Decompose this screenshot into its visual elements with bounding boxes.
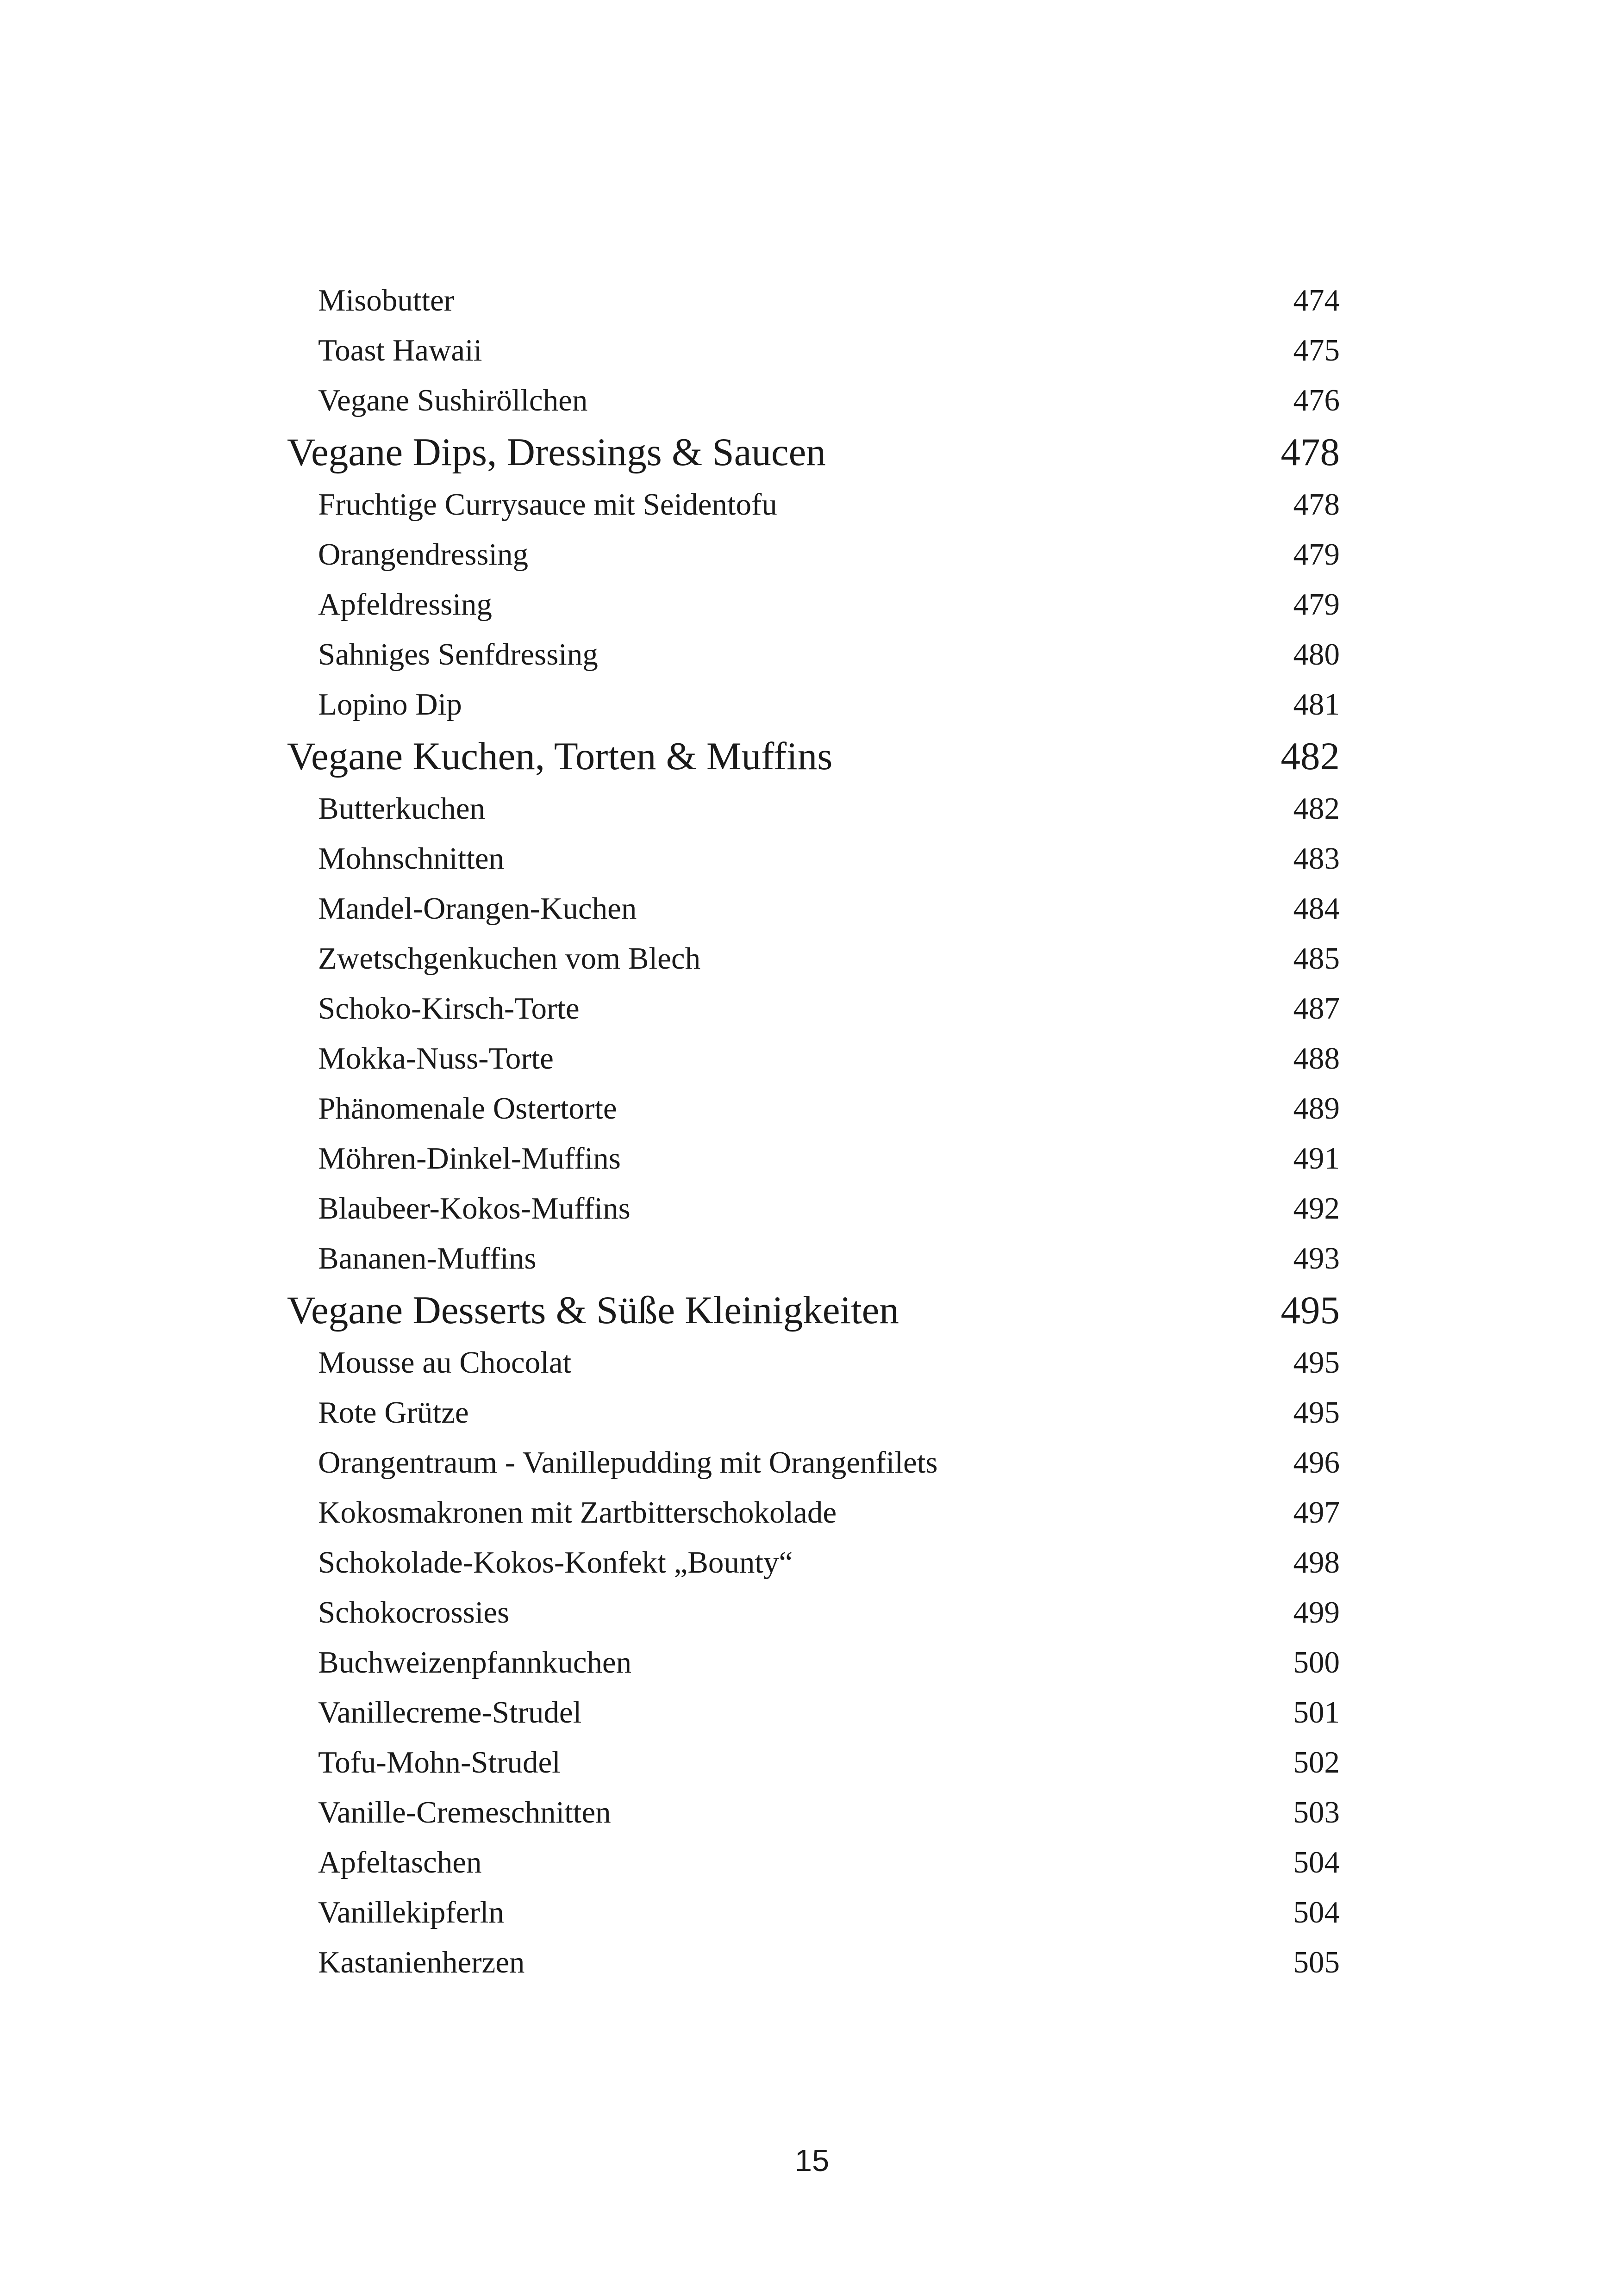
page-ref: 475 xyxy=(1293,333,1340,367)
page-ref: 495 xyxy=(1293,1395,1340,1430)
page-ref: 478 xyxy=(1280,430,1340,474)
page-ref: 488 xyxy=(1293,1041,1340,1076)
toc-section-heading xyxy=(287,729,1340,784)
entry-title: Vanille-Cremeschnitten xyxy=(318,1795,611,1829)
section-title: Vegane Dips, Dressings & Saucen xyxy=(287,430,826,474)
page-ref: 478 xyxy=(1293,487,1340,522)
page-ref: 496 xyxy=(1293,1445,1340,1480)
entry-title: Tofu-Mohn-Strudel xyxy=(318,1745,561,1780)
entry-title: Vegane Sushiröllchen xyxy=(318,383,588,417)
entry-title: Lopino Dip xyxy=(318,687,462,722)
page-ref: 485 xyxy=(1293,941,1340,976)
toc-entry xyxy=(287,1837,1340,1887)
entry-title: Kokosmakronen mit Zartbitterschokolade xyxy=(318,1495,837,1530)
page-ref: 482 xyxy=(1280,734,1340,778)
entry-title: Fruchtige Currysauce mit Seidentofu xyxy=(318,487,777,522)
toc-entry xyxy=(287,1183,1340,1233)
entry-title: Schokocrossies xyxy=(318,1595,510,1630)
toc-entry xyxy=(287,579,1340,629)
page-ref: 476 xyxy=(1293,383,1340,417)
entry-title: Orangendressing xyxy=(318,537,528,572)
toc-entry xyxy=(287,983,1340,1033)
page-ref: 495 xyxy=(1280,1288,1340,1332)
toc-entry xyxy=(287,679,1340,729)
page-ref: 480 xyxy=(1293,637,1340,672)
page-ref: 501 xyxy=(1293,1695,1340,1730)
entry-title: Vanillekipferln xyxy=(318,1895,504,1929)
toc-entry xyxy=(287,1737,1340,1787)
table-of-contents xyxy=(287,275,1340,1987)
entry-title: Möhren-Dinkel-Muffins xyxy=(318,1141,621,1176)
entry-title: Vanillecreme-Strudel xyxy=(318,1695,582,1730)
entry-title: Misobutter xyxy=(318,283,455,317)
entry-title: Orangentraum - Vanillepudding mit Orangenfilets xyxy=(318,1445,938,1480)
entry-title: Buchweizenpfannkuchen xyxy=(318,1645,632,1680)
toc-entry xyxy=(287,1937,1340,1987)
entry-title: Mohnschnitten xyxy=(318,841,504,876)
page-ref: 498 xyxy=(1293,1545,1340,1580)
page-ref: 504 xyxy=(1293,1895,1340,1929)
page-ref: 482 xyxy=(1293,791,1340,826)
entry-title: Schoko-Kirsch-Torte xyxy=(318,991,580,1026)
toc-entry xyxy=(287,1887,1340,1937)
toc-entry xyxy=(287,629,1340,679)
entry-title: Mousse au Chocolat xyxy=(318,1345,572,1380)
toc-entry xyxy=(287,1388,1340,1437)
entry-title: Mandel-Orangen-Kuchen xyxy=(318,891,637,926)
toc-entry xyxy=(287,529,1340,579)
page-ref: 502 xyxy=(1293,1745,1340,1780)
page-ref: 489 xyxy=(1293,1091,1340,1126)
toc-entry xyxy=(287,1033,1340,1083)
toc-entry xyxy=(287,1787,1340,1837)
entry-title: Zwetschgenkuchen vom Blech xyxy=(318,941,701,976)
page-ref: 483 xyxy=(1293,841,1340,876)
entry-title: Bananen-Muffins xyxy=(318,1241,537,1276)
section-title: Vegane Kuchen, Torten & Muffins xyxy=(287,734,833,778)
toc-entry xyxy=(287,1437,1340,1487)
page-ref: 484 xyxy=(1293,891,1340,926)
toc-entry xyxy=(287,933,1340,983)
toc-entry xyxy=(287,479,1340,529)
entry-title: Mokka-Nuss-Torte xyxy=(318,1041,554,1076)
entry-title: Butterkuchen xyxy=(318,791,485,826)
toc-entry xyxy=(287,884,1340,933)
page-ref: 497 xyxy=(1293,1495,1340,1530)
section-title: Vegane Desserts & Süße Kleinigkeiten xyxy=(287,1288,899,1332)
page-ref: 492 xyxy=(1293,1191,1340,1226)
page-ref: 500 xyxy=(1293,1645,1340,1680)
page-number: 15 xyxy=(794,2143,830,2178)
page-ref: 481 xyxy=(1293,687,1340,722)
entry-title: Schokolade-Kokos-Konfekt „Bounty“ xyxy=(318,1545,793,1580)
page-ref: 505 xyxy=(1293,1945,1340,1979)
toc-entry xyxy=(287,1338,1340,1388)
entry-title: Kastanienherzen xyxy=(318,1945,525,1979)
toc-entry xyxy=(287,834,1340,884)
toc-entry xyxy=(287,1687,1340,1737)
toc-entry xyxy=(287,784,1340,834)
page-ref: 493 xyxy=(1293,1241,1340,1276)
toc-section-heading xyxy=(287,1283,1340,1338)
entry-title: Apfeltaschen xyxy=(318,1845,482,1879)
toc-entry xyxy=(287,375,1340,425)
page-ref: 491 xyxy=(1293,1141,1340,1176)
toc-entry xyxy=(287,1537,1340,1587)
toc-entry xyxy=(287,1083,1340,1133)
page-ref: 504 xyxy=(1293,1845,1340,1879)
entry-title: Toast Hawaii xyxy=(318,333,482,367)
toc-entry xyxy=(287,275,1340,325)
toc-entry xyxy=(287,1637,1340,1687)
page-ref: 479 xyxy=(1293,537,1340,572)
entry-title: Apfeldressing xyxy=(318,587,492,622)
page-ref: 495 xyxy=(1293,1345,1340,1380)
page-ref: 503 xyxy=(1293,1795,1340,1829)
page-ref: 479 xyxy=(1293,587,1340,622)
toc-entry xyxy=(287,1587,1340,1637)
entry-title: Rote Grütze xyxy=(318,1395,469,1430)
entry-title: Blaubeer-Kokos-Muffins xyxy=(318,1191,631,1226)
page-ref: 499 xyxy=(1293,1595,1340,1630)
page-ref: 474 xyxy=(1293,283,1340,317)
entry-title: Sahniges Senfdressing xyxy=(318,637,598,672)
toc-entry xyxy=(287,1487,1340,1537)
page-ref: 487 xyxy=(1293,991,1340,1026)
entry-title: Phänomenale Ostertorte xyxy=(318,1091,617,1126)
toc-section-heading xyxy=(287,425,1340,479)
toc-entry xyxy=(287,1133,1340,1183)
toc-entry xyxy=(287,325,1340,375)
toc-entry xyxy=(287,1233,1340,1283)
